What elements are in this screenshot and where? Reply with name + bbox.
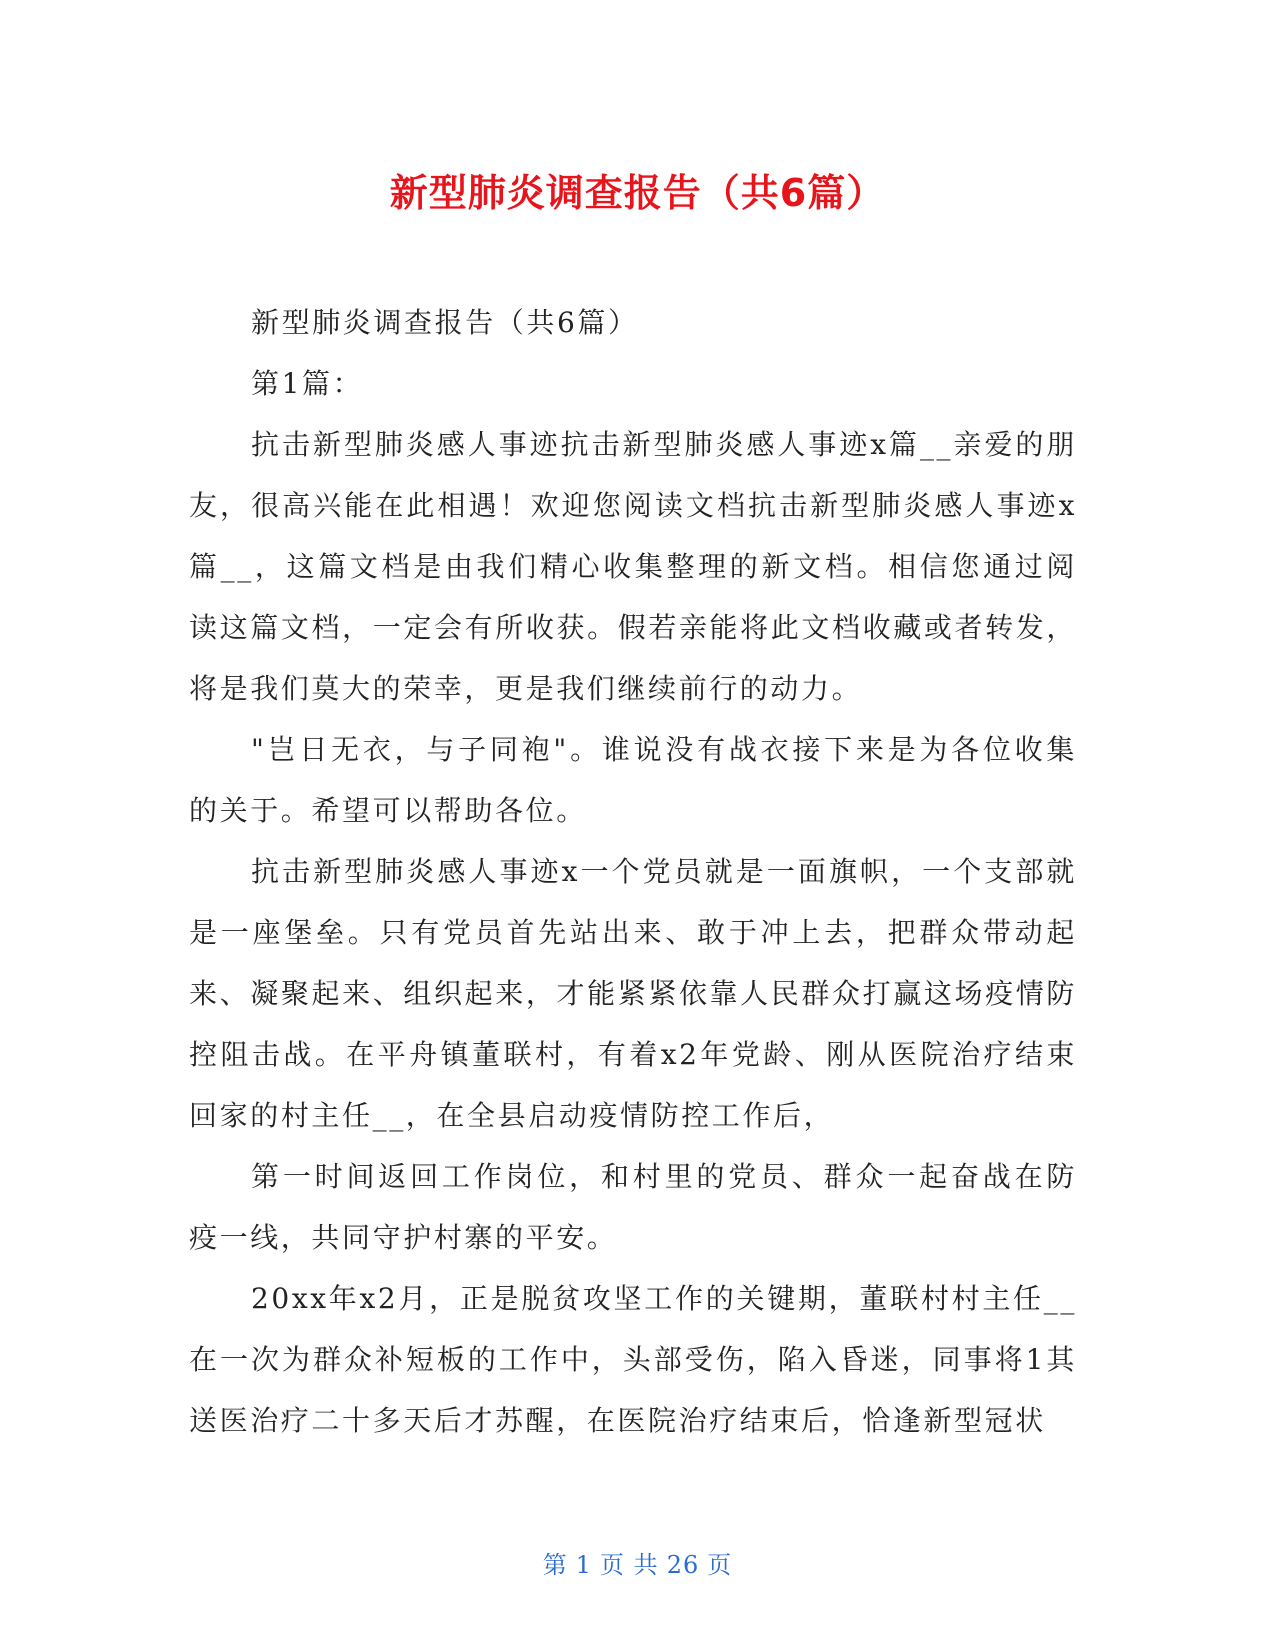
body-paragraph: 第一时间返回工作岗位，和村里的党员、群众一起奋战在防疫一线，共同守护村寨的平安。 — [189, 1160, 1077, 1254]
footer-mid: 页 共 — [600, 1551, 659, 1579]
body-paragraph: 20xx年x2月，正是脱贫攻坚工作的关键期，董联村村主任__在一次为群众补短板的工作中，头部受伤，陷入昏迷，同事将1其送医治疗二十多天后才苏醒，在医院治疗结束后，恰逢新型冠状 — [189, 1282, 1077, 1437]
body-paragraph: "岂日无衣，与子同袍"。谁说没有战衣接下来是为各位收集的关于。希望可以帮助各位。 — [189, 733, 1077, 827]
section-heading: 第1篇： — [251, 367, 364, 400]
total-pages-number: 26 — [666, 1551, 700, 1579]
footer-prefix: 第 — [542, 1551, 568, 1579]
document-body — [189, 292, 1077, 1451]
document-title: 新型肺炎调查报告（共6篇） — [389, 171, 886, 215]
body-paragraph: 抗击新型肺炎感人事迹抗击新型肺炎感人事迹x篇__亲爱的朋友，很高兴能在此相遇！欢迎您阅读文档抗击新型肺炎感人事迹x篇__，这篇文档是由我们精心收集整理的新文档。相信您通过阅读这篇文档，一定会有所收获。假若亲能将此文档收藏或者转发，将是我们莫大的荣幸，更是我们继续前行的动力。 — [189, 428, 1077, 705]
current-page-number: 1 — [575, 1551, 593, 1579]
body-paragraph: 新型肺炎调查报告（共6篇） — [251, 306, 639, 339]
page-footer — [0, 1545, 1275, 1580]
body-paragraph: 抗击新型肺炎感人事迹x一个党员就是一面旗帜，一个支部就是一座堡垒。只有党员首先站出来、敢于冲上去，把群众带动起来、凝聚起来、组织起来，才能紧紧依靠人民群众打赢这场疫情防控阻击战。在平舟镇董联村，有着x2年党龄、刚从医院治疗结束回家的村主任__，在全县启动疫情防控工作后， — [189, 855, 1077, 1132]
footer-suffix: 页 — [707, 1551, 733, 1579]
